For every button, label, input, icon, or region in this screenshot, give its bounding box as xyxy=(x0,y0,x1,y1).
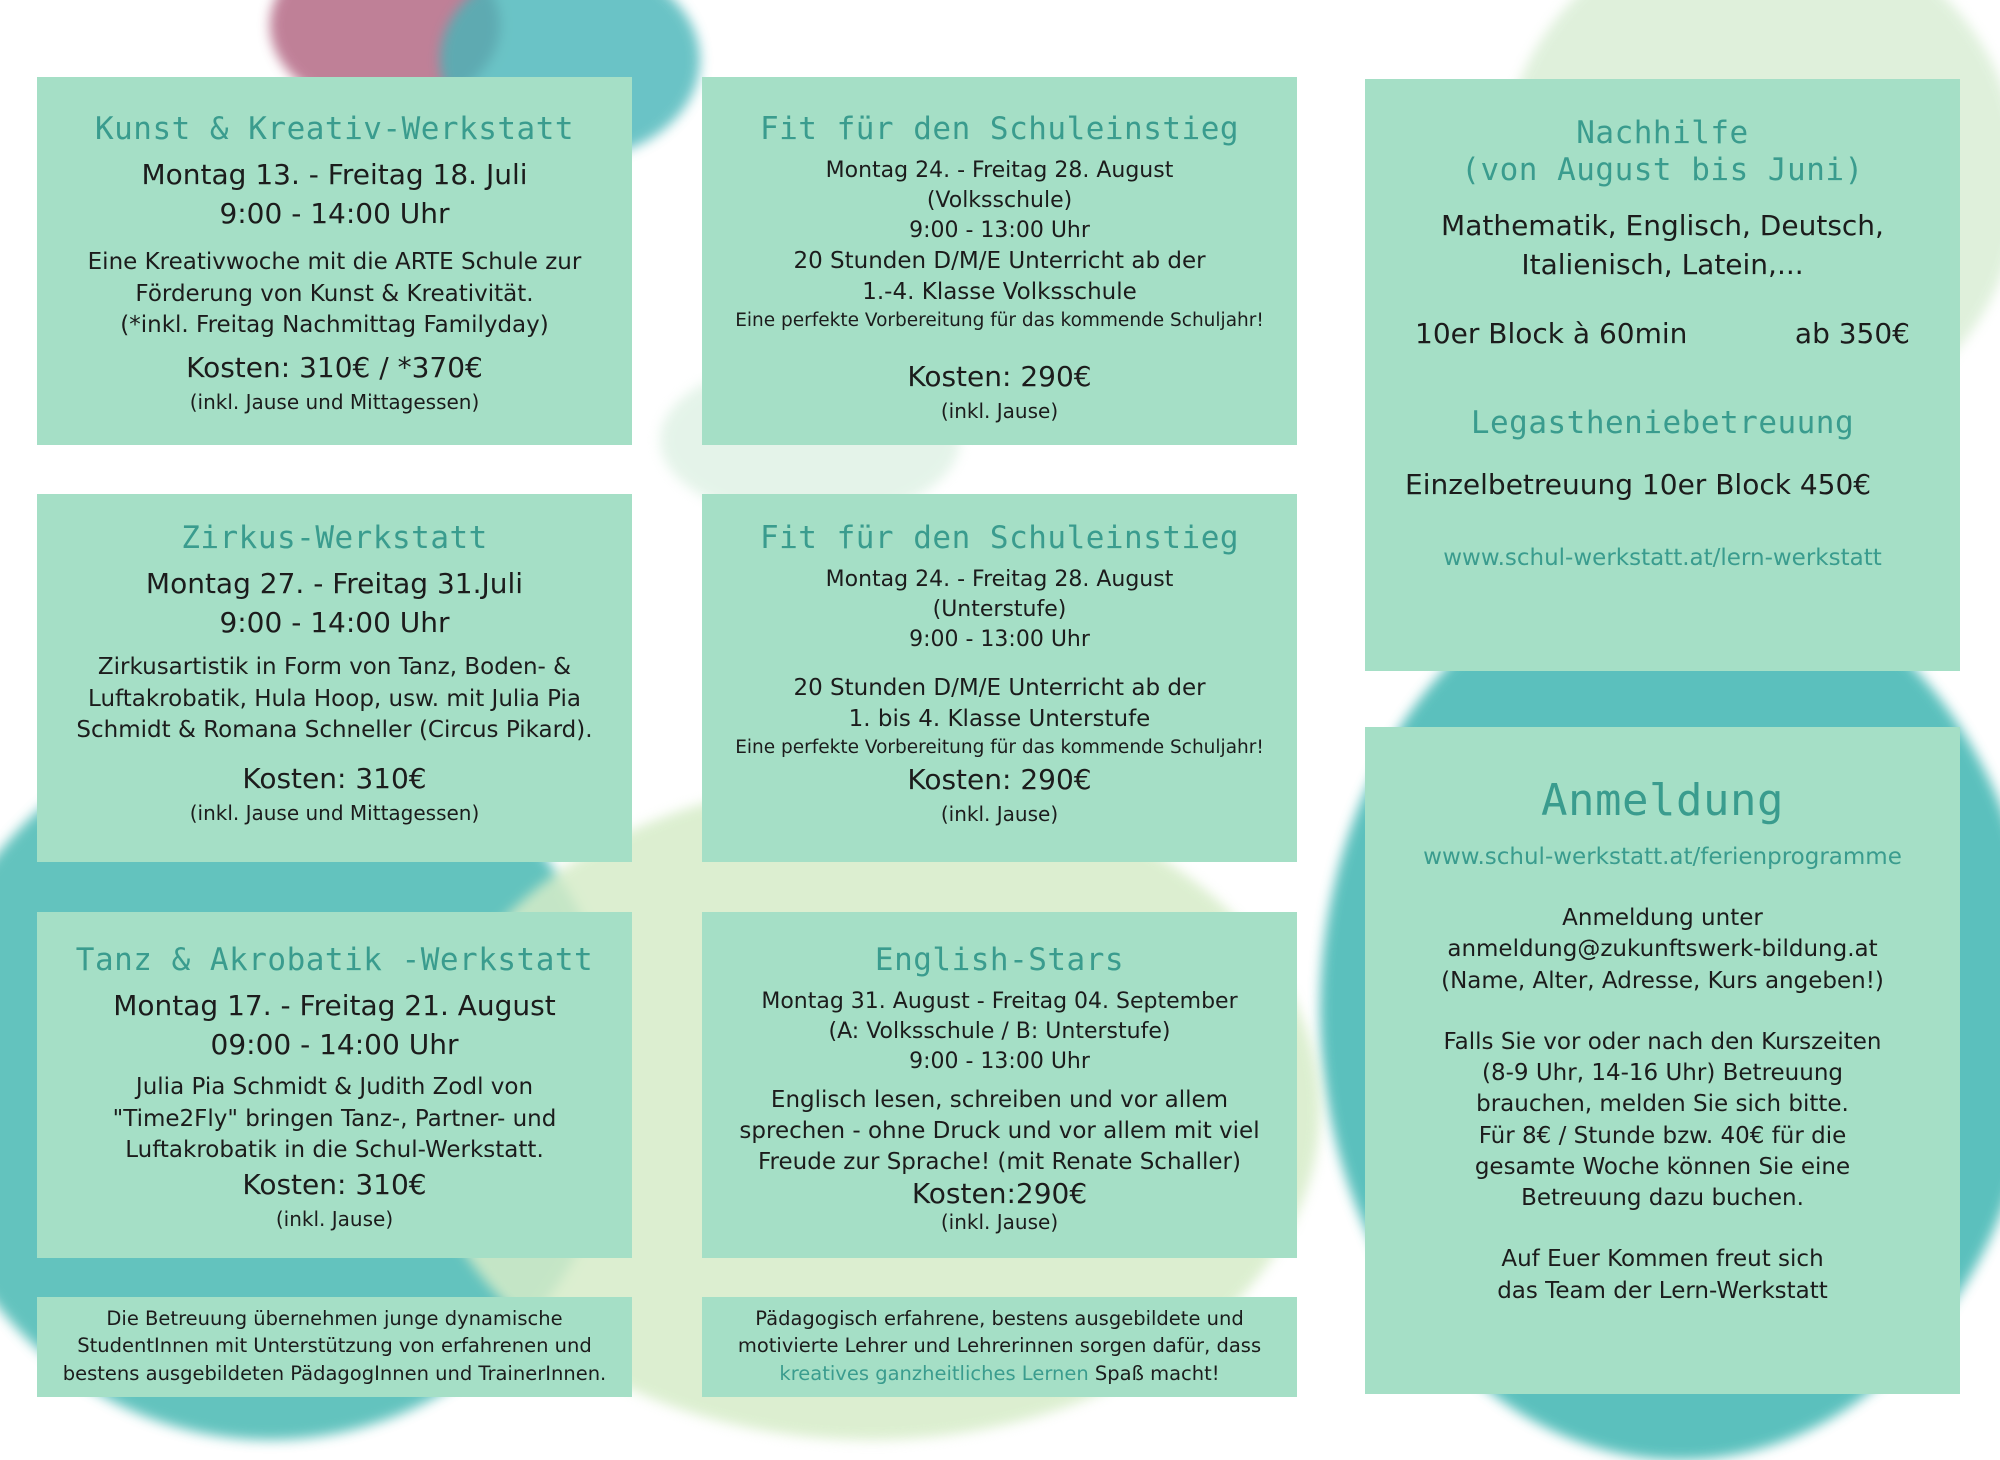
anmeldung-text: Betreuung dazu buchen. xyxy=(1521,1185,1804,1212)
card-time: 9:00 - 13:00 Uhr xyxy=(909,627,1090,652)
card-price: Kosten:290€ xyxy=(911,1176,1088,1210)
card-desc: 1. bis 4. Klasse Unterstufe xyxy=(848,706,1151,733)
card-desc: "Time2Fly" bringen Tanz-, Partner- und xyxy=(112,1105,557,1132)
nachhilfe-card xyxy=(1365,79,1960,671)
anmeldung-text: brauchen, melden Sie sich bitte. xyxy=(1476,1091,1849,1118)
card-incl: (inkl. Jause und Mittagessen) xyxy=(189,800,480,825)
card-title: Tanz & Akrobatik -Werkstatt xyxy=(75,942,594,978)
card-incl: (inkl. Jause) xyxy=(940,1209,1059,1234)
nachhilfe-block-row xyxy=(1385,315,1940,354)
card-incl: (inkl. Jause) xyxy=(275,1206,394,1231)
anmeldung-text: Für 8€ / Stunde bzw. 40€ für die xyxy=(1478,1122,1847,1149)
anmeldung-text: Falls Sie vor oder nach den Kurszeiten xyxy=(1443,1028,1882,1055)
card-date: Montag 27. - Freitag 31.Juli xyxy=(145,567,524,601)
footer-text: motivierte Lehrer und Lehrerinnen sorgen dafür, dass xyxy=(737,1334,1262,1358)
kunst-card xyxy=(37,77,632,445)
card-desc: (*inkl. Freitag Nachmittag Familyday) xyxy=(120,311,549,338)
nachhilfe-block: 10er Block à 60min xyxy=(1415,316,1688,350)
card-note: Eine perfekte Vorbereitung für das kommende Schuljahr! xyxy=(735,737,1264,759)
footer-note-left xyxy=(37,1297,632,1397)
card-time: 9:00 - 14:00 Uhr xyxy=(219,605,450,639)
anmeldung-text: gesamte Woche können Sie eine xyxy=(1474,1153,1851,1180)
footer-text: bestens ausgebildeten PädagogInnen und TrainerInnen. xyxy=(62,1361,607,1385)
card-desc: Englisch lesen, schreiben und vor allem xyxy=(770,1086,1229,1113)
zirkus-card xyxy=(37,494,632,862)
card-time: 09:00 - 14:00 Uhr xyxy=(210,1027,459,1061)
footer-text: Pädagogisch erfahrene, bestens ausgebildete und xyxy=(755,1307,1244,1330)
ferienprogramme-link[interactable]: www.schul-werkstatt.at/ferienprogramme xyxy=(1423,843,1902,870)
card-desc: Freude zur Sprache! (mit Renate Schaller) xyxy=(758,1149,1241,1176)
card-title: Nachhilfe xyxy=(1576,115,1749,151)
card-title: Fit für den Schuleinstieg xyxy=(759,111,1240,147)
card-date: Montag 24. - Freitag 28. August xyxy=(825,158,1174,184)
footer-text: StudentInnen mit Unterstützung von erfahrenen und xyxy=(77,1334,592,1358)
card-title: Kunst & Kreativ-Werkstatt xyxy=(94,111,575,147)
nachhilfe-subjects: Italienisch, Latein,... xyxy=(1521,248,1804,281)
card-price: Kosten: 310€ xyxy=(242,762,427,796)
footer-text: Die Betreuung übernehmen junge dynamische xyxy=(106,1307,563,1330)
card-desc: 1.-4. Klasse Volksschule xyxy=(862,279,1137,306)
card-note: Eine perfekte Vorbereitung für das kommende Schuljahr! xyxy=(735,310,1264,332)
anmeldung-text: Anmeldung unter xyxy=(1562,905,1763,932)
card-time: 9:00 - 13:00 Uhr xyxy=(909,218,1090,243)
card-desc: Zirkusartistik in Form von Tanz, Boden- & xyxy=(97,654,572,681)
card-price: Kosten: 310€ xyxy=(242,1168,427,1202)
legasthenie-title: Legastheniebetreuung xyxy=(1470,405,1855,442)
card-desc: 20 Stunden D/M/E Unterricht ab der xyxy=(793,674,1206,701)
card-title: English-Stars xyxy=(874,942,1125,978)
anmeldung-text: (8-9 Uhr, 14-16 Uhr) Betreuung xyxy=(1481,1060,1843,1087)
card-date: Montag 13. - Freitag 18. Juli xyxy=(141,158,528,192)
card-date: Montag 24. - Freitag 28. August xyxy=(825,567,1174,593)
card-date: Montag 17. - Freitag 21. August xyxy=(113,989,556,1023)
card-price: Kosten: 290€ xyxy=(907,359,1092,393)
tanz-card xyxy=(37,912,632,1258)
card-desc: Eine Kreativwoche mit die ARTE Schule zur xyxy=(87,249,582,276)
anmeldung-email[interactable]: anmeldung@zukunftswerk-bildung.at xyxy=(1447,936,1878,963)
anmeldung-text: (Name, Alter, Adresse, Kurs angeben!) xyxy=(1441,967,1884,994)
card-time: 9:00 - 13:00 Uhr xyxy=(909,1049,1090,1074)
lern-werkstatt-link[interactable]: www.schul-werkstatt.at/lern-werkstatt xyxy=(1443,545,1882,572)
card-desc: Julia Pia Schmidt & Judith Zodl von xyxy=(135,1074,534,1101)
english-stars-card xyxy=(702,912,1297,1258)
card-price: Kosten: 310€ / *370€ xyxy=(186,351,483,385)
card-level: (Volksschule) xyxy=(926,188,1073,214)
anmeldung-title: Anmeldung xyxy=(1541,775,1784,826)
card-level: (A: Volksschule / B: Unterstufe) xyxy=(828,1019,1171,1045)
anmeldung-team: das Team der Lern-Werkstatt xyxy=(1497,1277,1828,1304)
footer-text-line xyxy=(722,1360,1277,1387)
card-desc: 20 Stunden D/M/E Unterricht ab der xyxy=(793,247,1206,274)
legasthenie-text: Einzelbetreuung 10er Block 450€ xyxy=(1405,468,1872,502)
card-date: Montag 31. August - Freitag 04. September xyxy=(761,989,1238,1015)
anmeldung-signoff: Auf Euer Kommen freut sich xyxy=(1501,1246,1824,1273)
card-desc: Luftakrobatik in die Schul-Werkstatt. xyxy=(125,1136,544,1163)
fit-unterstufe-card xyxy=(702,494,1297,862)
card-incl: (inkl. Jause und Mittagessen) xyxy=(189,389,480,414)
card-incl: (inkl. Jause) xyxy=(940,398,1059,423)
card-time: 9:00 - 14:00 Uhr xyxy=(219,196,450,230)
card-desc: Förderung von Kunst & Kreativität. xyxy=(135,280,534,307)
nachhilfe-subjects: Mathematik, Englisch, Deutsch, xyxy=(1441,209,1884,243)
card-level: (Unterstufe) xyxy=(932,597,1067,623)
card-subtitle: (von August bis Juni) xyxy=(1461,152,1864,189)
card-price: Kosten: 290€ xyxy=(907,762,1092,796)
card-title: Zirkus-Werkstatt xyxy=(181,520,488,556)
card-desc: sprechen - ohne Druck und vor allem mit viel xyxy=(739,1118,1260,1145)
footer-highlight: kreatives ganzheitliches Lernen xyxy=(779,1361,1089,1385)
footer-note-mid xyxy=(702,1297,1297,1397)
card-desc: Luftakrobatik, Hula Hoop, usw. mit Julia Pia xyxy=(88,685,581,712)
card-title: Fit für den Schuleinstieg xyxy=(759,520,1240,556)
card-desc: Schmidt & Romana Schneller (Circus Pikard). xyxy=(76,716,593,743)
footer-text: Spaß macht! xyxy=(1088,1361,1220,1385)
nachhilfe-block-price: ab 350€ xyxy=(1794,316,1910,350)
card-incl: (inkl. Jause) xyxy=(940,801,1059,826)
fit-volksschule-card xyxy=(702,77,1297,445)
anmeldung-card xyxy=(1365,727,1960,1394)
